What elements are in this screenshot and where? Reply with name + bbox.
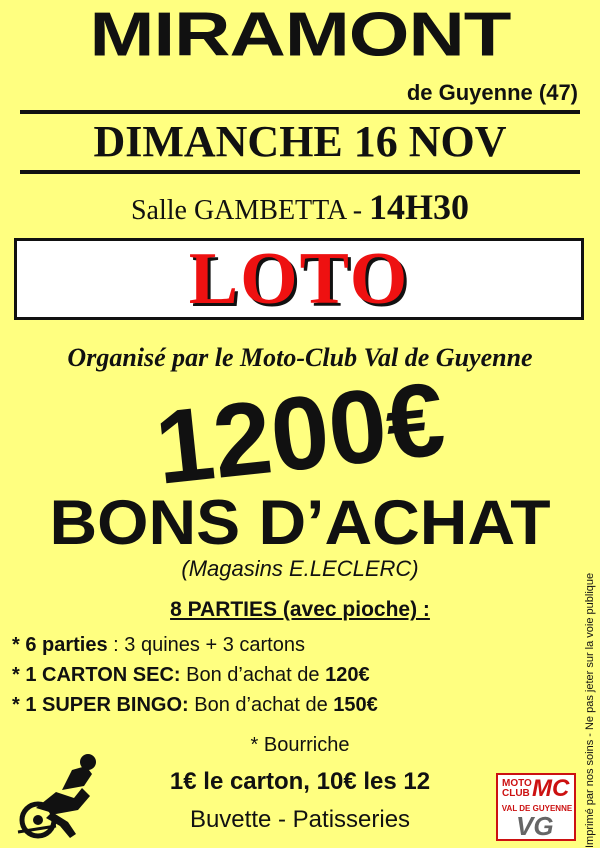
loto-banner [14,238,584,320]
prize-amount: 1200€ [150,361,450,507]
logo-mc: MC [532,775,570,802]
event-name: LOTO [188,238,410,320]
card-price: 1€ le carton, 10€ les 12 [169,768,431,795]
motorcycle-rider-icon [16,752,102,842]
refreshments-line: Buvette - Patisseries [189,806,411,833]
organizer-line: Organisé par le Moto-Club Val de Guyenne [67,343,533,372]
venue-name: Salle GAMBETTA - [130,195,370,226]
print-notice: Imprimé par nos soins - Ne pas jeter sur la voie publique [584,572,596,848]
event-time: 14H30 [369,187,470,227]
town-subtitle: de Guyenne (47) [406,80,578,105]
town-title: MIRAMONT [89,0,511,70]
divider-top [20,110,580,114]
program-line: * 1 SUPER BINGO: Bon d’achat de 150€ [12,694,378,716]
bourriche-line: * Bourriche [250,734,350,756]
venue-line [0,186,600,228]
program-list [12,630,378,720]
logo-text: CLUB [502,788,530,799]
event-date: DIMANCHE 16 NOV [93,117,507,166]
prize-type: BONS D’ACHAT [49,486,551,558]
program-line: * 6 parties : 3 quines + 3 cartons [12,634,305,656]
program-heading: 8 PARTIES (avec pioche) : [170,598,430,621]
logo-text: VAL DE GUYENNE [501,804,573,813]
prize-stores: (Magasins E.LECLERC) [181,556,419,581]
logo-vg: VG [516,811,554,841]
logo-text: MOTO [502,778,532,789]
program-line: * 1 CARTON SEC: Bon d’achat de 120€ [12,664,370,686]
club-logo [496,773,576,841]
divider-date [20,170,580,174]
